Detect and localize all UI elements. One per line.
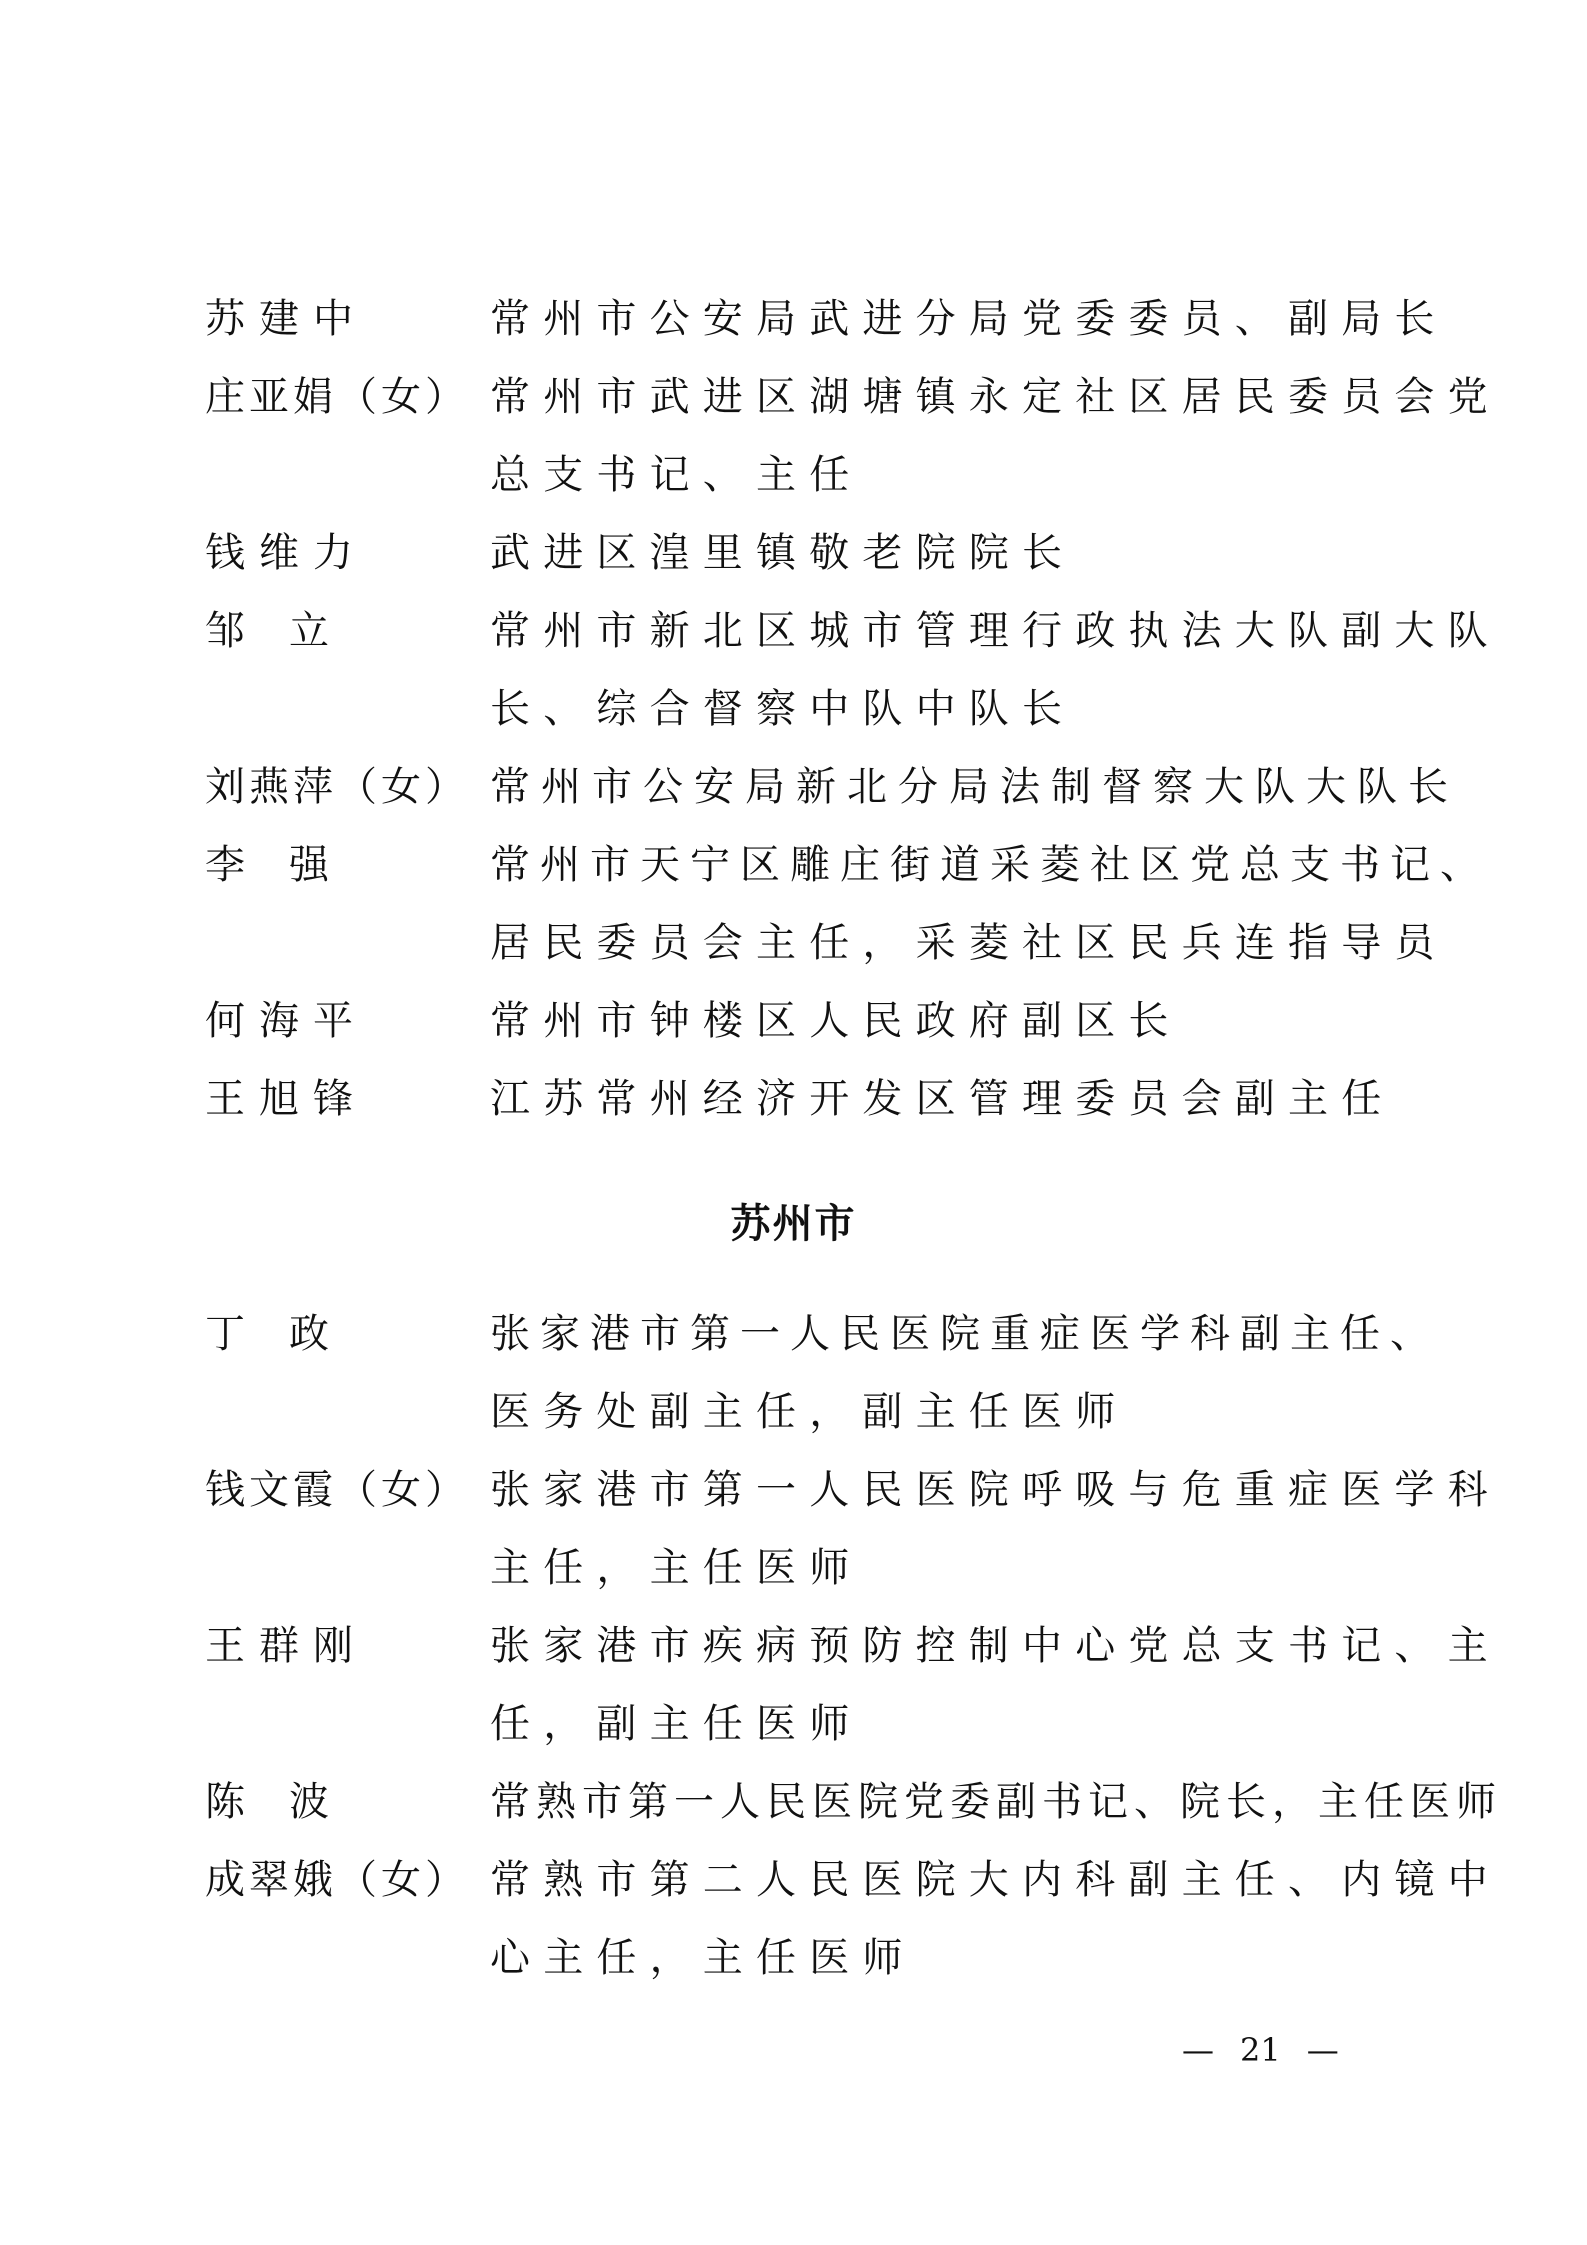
person-title bbox=[490, 982, 1390, 1060]
person-name: 陈 波 bbox=[205, 1779, 331, 1825]
person-name: 庄亚娟（女） bbox=[205, 374, 469, 420]
person-name: 王旭锋 bbox=[205, 1076, 367, 1122]
person-title bbox=[490, 748, 1459, 826]
title-line: 常熟市第二人民医院大内科副主任、内镜中 bbox=[490, 1857, 1501, 1903]
person-name: 成翠娥（女） bbox=[205, 1857, 469, 1903]
person-name: 邹 立 bbox=[205, 608, 331, 654]
title-line: 居民委员会主任，采菱社区民兵连指导员 bbox=[490, 920, 1448, 966]
title-line: 任，副主任医师 bbox=[490, 1701, 863, 1747]
title-line: 长、综合督察中队中队长 bbox=[490, 686, 1076, 732]
title-line: 常熟市第一人民医院党委副书记、院长，主任医师 bbox=[490, 1779, 1502, 1825]
title-line: 武进区湟里镇敬老院院长 bbox=[490, 530, 1076, 576]
person-name: 苏建中 bbox=[205, 296, 367, 342]
person-title bbox=[490, 280, 1448, 358]
page-number bbox=[1178, 2020, 1343, 2080]
title-line: 张家港市疾病预防控制中心党总支书记、主 bbox=[490, 1623, 1501, 1669]
person-title bbox=[490, 1295, 1440, 1451]
person-title bbox=[490, 826, 1490, 982]
person-name: 丁 政 bbox=[205, 1311, 331, 1357]
title-line: 常州市武进区湖塘镇永定社区居民委员会党 bbox=[490, 374, 1501, 420]
title-line: 医务处副主任，副主任医师 bbox=[490, 1389, 1129, 1435]
person-title bbox=[490, 1060, 1395, 1138]
title-line: 常州市公安局武进分局党委委员、副局长 bbox=[490, 296, 1448, 342]
title-line: 主任，主任医师 bbox=[490, 1545, 863, 1591]
person-title bbox=[490, 358, 1501, 514]
person-title bbox=[490, 1841, 1501, 1997]
title-line: 江苏常州经济开发区管理委员会副主任 bbox=[490, 1076, 1395, 1122]
title-line: 常州市钟楼区人民政府副区长 bbox=[490, 998, 1182, 1044]
page-number-value: 21 bbox=[1240, 2031, 1281, 2069]
title-line: 张家港市第一人民医院重症医学科副主任、 bbox=[490, 1311, 1440, 1357]
title-line: 张家港市第一人民医院呼吸与危重症医学科 bbox=[490, 1467, 1501, 1513]
person-name: 钱文霞（女） bbox=[205, 1467, 469, 1513]
page-number-dash-right: — bbox=[1306, 2031, 1339, 2069]
title-line: 常州市公安局新北分局法制督察大队大队长 bbox=[490, 764, 1459, 810]
person-title bbox=[490, 514, 1390, 592]
person-name: 刘燕萍（女） bbox=[205, 764, 469, 810]
title-line: 总支书记、主任 bbox=[490, 452, 863, 498]
person-name: 王群刚 bbox=[205, 1623, 367, 1669]
person-name: 李 强 bbox=[205, 842, 331, 888]
title-line: 常州市新北区城市管理行政执法大队副大队 bbox=[490, 608, 1501, 654]
person-title bbox=[490, 592, 1501, 748]
page-number-dash-left: — bbox=[1182, 2031, 1214, 2069]
person-title bbox=[490, 1763, 1502, 1841]
person-name: 钱维力 bbox=[205, 530, 367, 576]
person-title bbox=[490, 1451, 1501, 1607]
title-line: 心主任，主任医师 bbox=[490, 1935, 916, 1981]
title-line: 常州市天宁区雕庄街道采菱社区党总支书记、 bbox=[490, 842, 1490, 888]
section-heading: 苏州市 bbox=[730, 1201, 857, 1247]
person-title bbox=[490, 1607, 1501, 1763]
person-name: 何海平 bbox=[205, 998, 367, 1044]
